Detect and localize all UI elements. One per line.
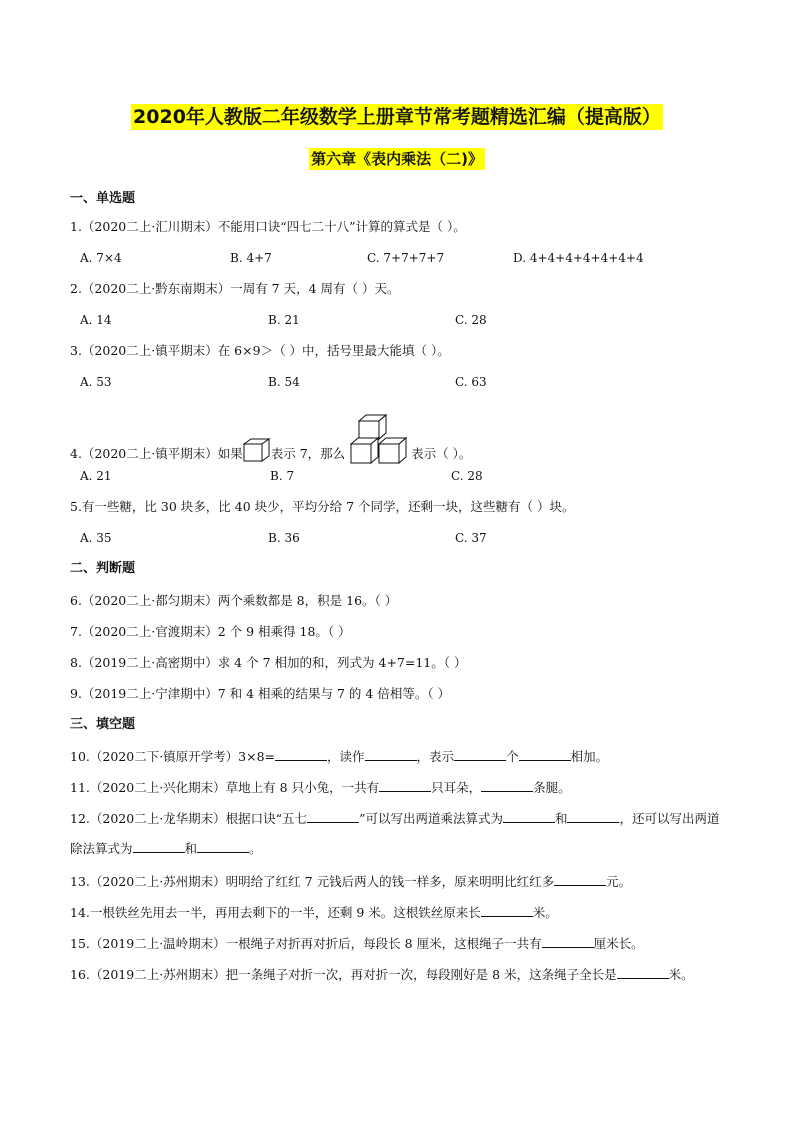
q10-text-a: 10.（2020二下·镇原开学考）3×8= <box>70 749 276 764</box>
question-4-options <box>80 467 740 485</box>
question-10 <box>70 748 608 766</box>
answer-blank[interactable] <box>519 748 571 761</box>
answer-blank[interactable] <box>454 748 506 761</box>
option-b: B. 36 <box>268 531 300 545</box>
q10-text-d: 个 <box>506 749 519 764</box>
answer-blank[interactable] <box>197 840 249 853</box>
q13-text-b: 元。 <box>606 874 632 889</box>
answer-blank[interactable] <box>365 748 417 761</box>
question-5: 5.有一些糖，比 30 块多，比 40 块少，平均分给 7 个同学，还剩一块，这些糖有（ ）块。 <box>70 499 575 514</box>
option-a: A. 35 <box>80 531 112 545</box>
question-7: 7.（2020二上·官渡期末）2 个 9 相乘得 18。（ ） <box>70 624 351 639</box>
title-area <box>0 104 794 130</box>
q11-text-c: 条腿。 <box>533 780 571 795</box>
question-14 <box>70 904 558 922</box>
option-a: A. 14 <box>80 313 112 327</box>
answer-blank[interactable] <box>503 810 555 823</box>
section-heading-fill-blank: 三、填空题 <box>70 717 136 732</box>
q12-text-f: 。 <box>249 841 262 856</box>
question-13 <box>70 873 631 891</box>
q12-text-c: 和 <box>554 811 568 826</box>
q12-text-d: ，还可以写出两道除法算式为 <box>70 811 720 856</box>
option-c: C. 63 <box>455 375 487 389</box>
three-cube-figure <box>345 438 411 469</box>
q10-text-e: 相加。 <box>570 749 609 764</box>
q14-text-a: 14.一根铁丝先用去一半，再用去剩下的一半，还剩 9 米。这根铁丝原来长 <box>70 905 481 920</box>
chapter-title: 第六章《表内乘法（二)》 <box>311 150 483 168</box>
option-b: B. 4+7 <box>230 251 272 265</box>
answer-blank[interactable] <box>567 810 619 823</box>
option-a: A. 53 <box>80 375 112 389</box>
question-3: 3.（2020二上·镇平期末）在 6×9＞（ ）中，括号里最大能填（ ）。 <box>70 343 450 358</box>
option-b: B. 21 <box>268 313 300 327</box>
option-c: C. 28 <box>451 469 483 483</box>
q15-text-a: 15.（2019二上·温岭期末）一根绳子对折再对折后，每段长 8 厘米，这根绳子一共有 <box>70 936 542 951</box>
option-b: B. 7 <box>270 469 295 483</box>
q10-text-c: ，表示 <box>416 749 455 764</box>
question-4-part-2: 表示 7，那么 <box>270 446 346 461</box>
q11-text-a: 11.（2020二上·兴化期末）草地上有 8 只小兔，一共有 <box>70 780 380 795</box>
question-2-options <box>80 311 740 329</box>
question-11 <box>70 779 571 797</box>
option-c: C. 28 <box>455 313 487 327</box>
q12-text-e: 和 <box>184 841 198 856</box>
question-1: 1.（2020二上·汇川期末）不能用口诀“四七二十八”计算的算式是（ ）。 <box>70 219 466 234</box>
answer-blank[interactable] <box>542 935 594 948</box>
answer-blank[interactable] <box>379 779 431 792</box>
option-a: A. 7×4 <box>80 251 122 265</box>
option-a: A. 21 <box>80 469 112 483</box>
q11-text-b: 只耳朵， <box>431 780 482 795</box>
page-title: 2020年人教版二年级数学上册章节常考题精选汇编（提高版） <box>133 106 661 128</box>
option-c: C. 7+7+7+7 <box>367 251 445 265</box>
question-9: 9.（2019二上·宁津期中）7 和 4 相乘的结果与 7 的 4 倍相等。（ ） <box>70 686 451 701</box>
single-cube-figure <box>243 438 271 467</box>
option-d: D. 4+4+4+4+4+4+4 <box>513 251 644 265</box>
answer-blank[interactable] <box>133 840 185 853</box>
question-4-part-3: 表示（ ）。 <box>411 446 472 461</box>
answer-blank[interactable] <box>554 873 606 886</box>
answer-blank[interactable] <box>617 966 669 979</box>
q16-text-a: 16.（2019二上·苏州期末）把一条绳子对折一次，再对折一次，每段刚好是 8 米，这条绳子全长是 <box>70 967 617 982</box>
q15-text-b: 厘米长。 <box>593 936 644 951</box>
q16-text-b: 米。 <box>668 967 694 982</box>
question-15 <box>70 935 644 953</box>
answer-blank[interactable] <box>481 779 533 792</box>
question-12 <box>70 804 725 864</box>
question-4-part-1: 4.（2020二上·镇平期末）如果 <box>70 446 243 461</box>
q10-text-b: ，读作 <box>327 749 365 764</box>
q13-text-a: 13.（2020二上·苏州期末）明明给了红红 7 元钱后两人的钱一样多，原来明明比红红多 <box>70 874 555 889</box>
question-5-options <box>80 529 740 547</box>
question-2: 2.（2020二上·黔东南期末）一周有 7 天，4 周有（ ）天。 <box>70 281 400 296</box>
question-6: 6.（2020二上·都匀期末）两个乘数都是 8，积是 16。（ ） <box>70 593 398 608</box>
option-b: B. 54 <box>268 375 300 389</box>
question-4 <box>70 438 471 469</box>
subtitle-area <box>0 148 794 170</box>
q12-text-a: 12.（2020二上·龙华期末）根据口诀“五七 <box>70 811 308 826</box>
question-3-options <box>80 373 740 391</box>
question-1-options <box>80 249 740 267</box>
q14-text-b: 米。 <box>532 905 558 920</box>
answer-blank[interactable] <box>307 810 359 823</box>
question-16 <box>70 960 725 990</box>
answer-blank[interactable] <box>275 748 327 761</box>
section-heading-single-choice: 一、单选题 <box>70 191 136 206</box>
q12-text-b: ”可以写出两道乘法算式为 <box>359 811 503 826</box>
option-c: C. 37 <box>455 531 487 545</box>
section-heading-true-false: 二、判断题 <box>70 561 136 576</box>
answer-blank[interactable] <box>481 904 533 917</box>
question-8: 8.（2019二上·高密期中）求 4 个 7 相加的和，列式为 4+7=11。（ ） <box>70 655 467 670</box>
